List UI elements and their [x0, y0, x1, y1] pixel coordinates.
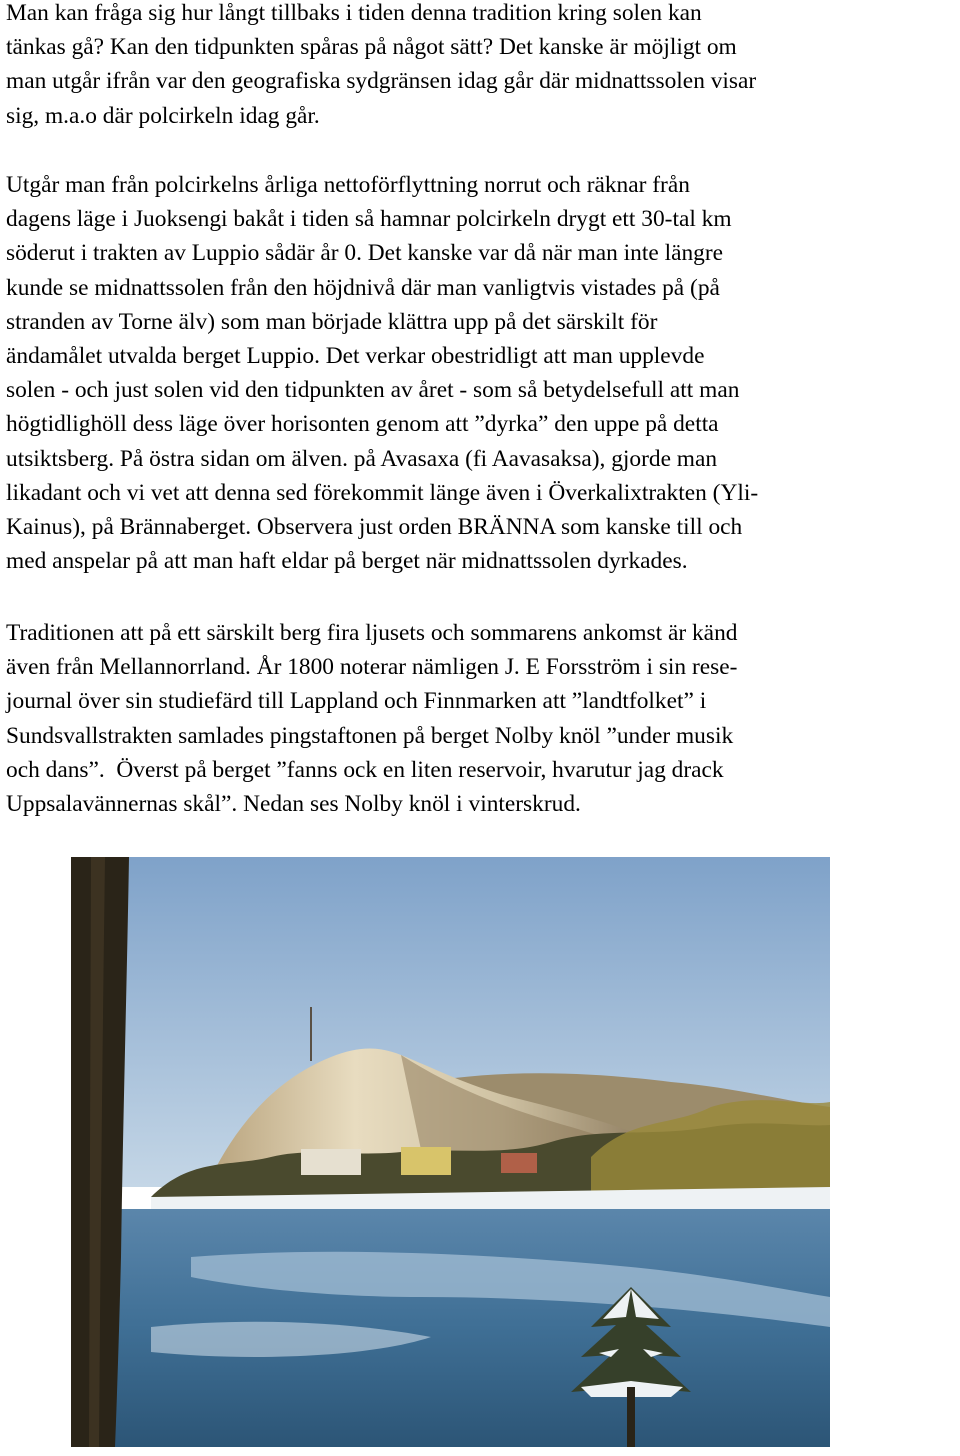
photo-illustration: [71, 857, 830, 1447]
house-red: [501, 1153, 537, 1173]
house-left: [301, 1149, 361, 1175]
paragraph-luppio: Utgår man från polcirkelns årliga nettoförflyttning norrut och räknar från dagens läge i Juoksengi bakåt i tiden så hamnar polcirkeln drygt ett 30-tal km söderut i trakten av Luppio sådär år 0. Det kanske var då när man inte längre kunde se midnattssolen från den höjdnivå där man vanligtvis vistades på (på stranden av Torne älv) som man började klättra upp på det särskilt för ändamålet utvalda berget Luppio. Det verkar obestridligt att man upplevde solen - och just solen vid den tidpunkten av året - som så betydelsefull att man högtidlighöll dess läge över horisonten genom att ”dyrka” den uppe på detta utsiktsberg. På östra sidan om älven. på Avasaxa (fi Aavasaksa), gjorde man likadant och vi vet att denna sed förekommit länge även i Överkalixtrakten (Yli- Kainus), på Brännaberget. Observera just orden BRÄNNA som kanske till och med anspelar på att man haft eldar på berget när midnattssolen dyrkades.: [6, 172, 759, 575]
house-yellow: [401, 1147, 451, 1175]
paragraph-intro: Man kan fråga sig hur långt tillbaks i tiden denna tradition kring solen kan tänkas gå? Kan den tidpunkten spåras på något sätt? Det kanske är möjligt om man utgår ifrån var den geografiska sydgränsen idag går där midnattssolen visar sig, m.a.o där polcirkeln idag går.: [6, 0, 757, 129]
winter-landscape-photo: [71, 857, 830, 1447]
paragraph-nolby: Traditionen att på ett särskilt berg fira ljusets och sommarens ankomst är känd även från Mellannorrland. År 1800 noterar nämligen J. E Forsström i sin rese- journal över sin studiefärd till Lappland och Finnmarken att ”landtfolket” i Sundsvallstrakten samlades pingstaftonen på berget Nolby knöl ”under musik och dans”. Överst på berget ”fanns ock en liten reservoir, hvarutur jag drack Uppsalavännernas skål”. Nedan ses Nolby knöl i vinterskrud.: [6, 620, 738, 818]
